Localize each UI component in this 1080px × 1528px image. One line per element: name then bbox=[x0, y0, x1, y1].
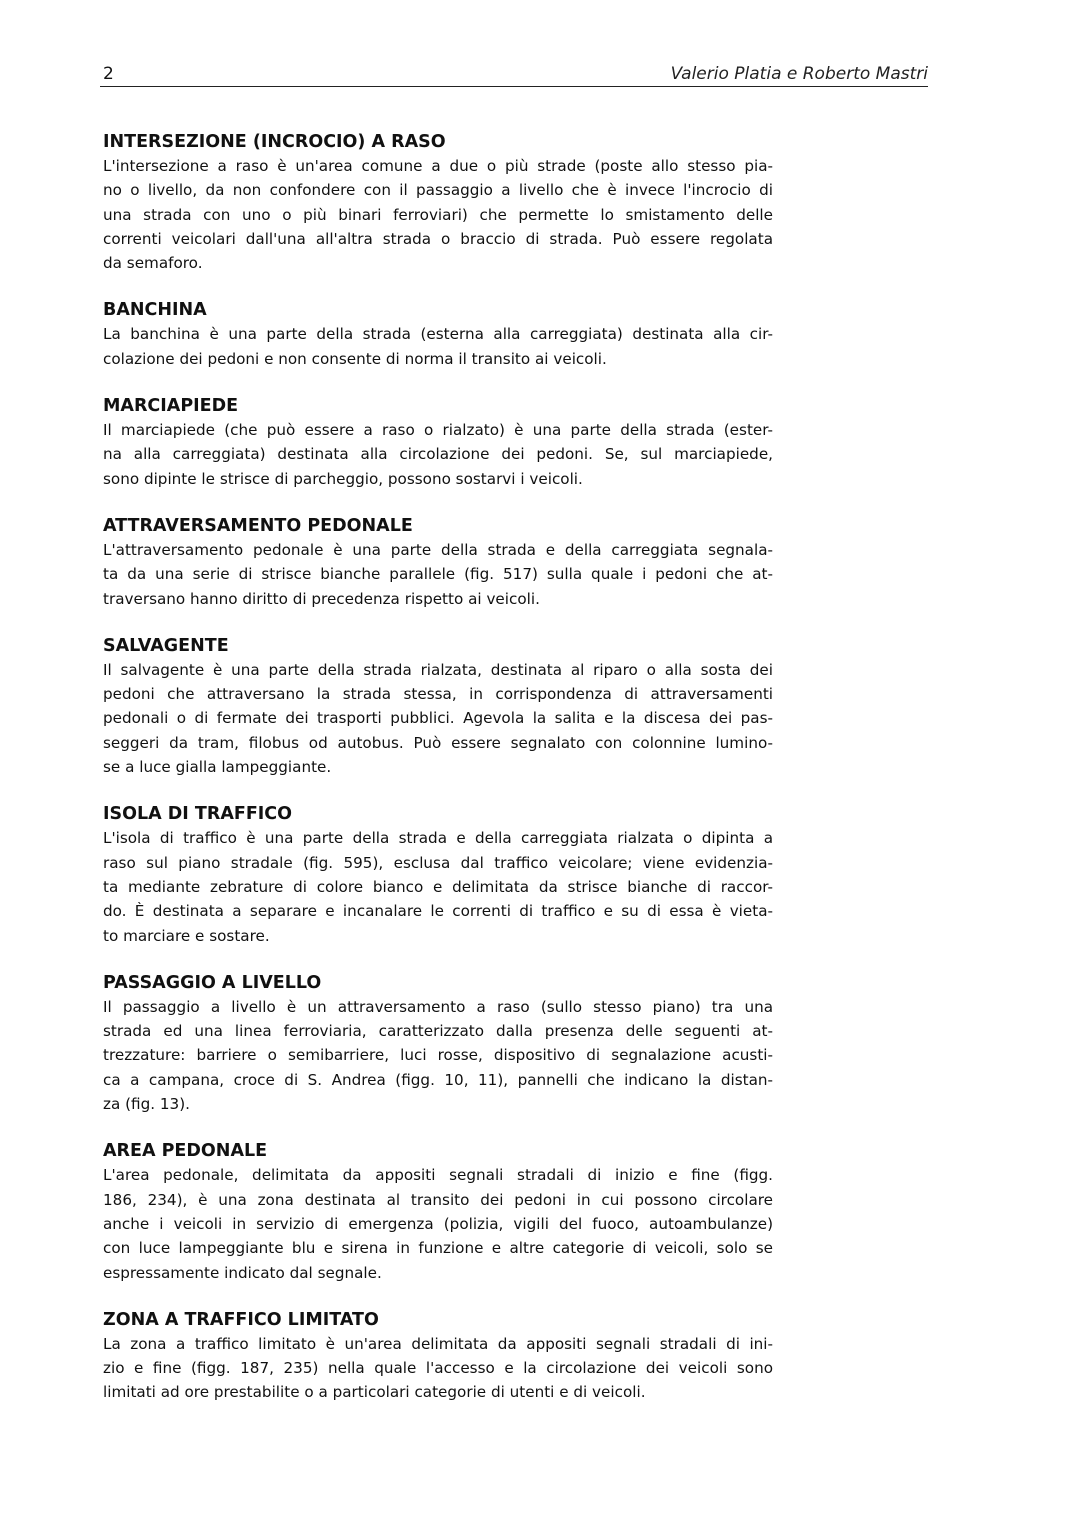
document-body bbox=[103, 130, 773, 1428]
entry-text-line: ta mediante zebrature di colore bianco e delimitata da strisce bianche di raccor- bbox=[103, 877, 773, 896]
glossary-entry bbox=[103, 634, 773, 779]
entry-text-line: L'isola di traffico è una parte della strada e della carreggiata rialzata o dipinta a bbox=[103, 829, 773, 848]
entry-heading: MARCIAPIEDE bbox=[103, 396, 239, 417]
entry-text-line: ta da una serie di strisce bianche parallele (fig. 517) sulla quale i pedoni che at- bbox=[103, 565, 773, 584]
page-header bbox=[100, 62, 928, 87]
entry-text-line: ca a campana, croce di S. Andrea (figg. 10, 11), pannelli che indicano la distan- bbox=[103, 1070, 773, 1089]
entry-text-line: se a luce gialla lampeggiante. bbox=[103, 758, 332, 777]
entry-text-line: anche i veicoli in servizio di emergenza (polizia, vigili del fuoco, autoambulanze) bbox=[103, 1214, 773, 1233]
entry-text-line: con luce lampeggiante blu e sirena in funzione e altre categorie di veicoli, solo se bbox=[103, 1239, 773, 1258]
entry-text-line: L'area pedonale, delimitata da appositi segnali stradali di inizio e fine (figg. bbox=[103, 1166, 773, 1185]
glossary-entry bbox=[103, 298, 773, 371]
glossary-entry bbox=[103, 802, 773, 947]
entry-text-line: trezzature: barriere o semibarriere, luci rosse, dispositivo di segnalazione acusti- bbox=[103, 1046, 773, 1065]
glossary-entry bbox=[103, 394, 773, 491]
entry-text-line: La zona a traffico limitato è un'area delimitata da appositi segnali stradali di ini- bbox=[103, 1334, 773, 1353]
entry-heading: ATTRAVERSAMENTO PEDONALE bbox=[103, 515, 413, 536]
entry-text-line: espressamente indicato dal segnale. bbox=[103, 1263, 382, 1282]
entry-heading: SALVAGENTE bbox=[103, 635, 229, 656]
entry-text-line: seggeri da tram, filobus od autobus. Può essere segnalato con colonnine lumino- bbox=[103, 733, 773, 752]
entry-text-line: strada ed una linea ferroviaria, caratterizzato dalla presenza delle seguenti at- bbox=[103, 1022, 773, 1041]
entry-text-line: Il marciapiede (che può essere a raso o rialzato) è una parte della strada (ester- bbox=[103, 421, 773, 440]
glossary-entry bbox=[103, 1308, 773, 1405]
glossary-entry bbox=[103, 971, 773, 1116]
entry-heading: PASSAGGIO A LIVELLO bbox=[103, 972, 322, 993]
entry-text-line: L'intersezione a raso è un'area comune a due o più strade (poste allo stesso pia- bbox=[103, 157, 773, 175]
entry-heading: AREA PEDONALE bbox=[103, 1141, 268, 1162]
glossary-entry bbox=[103, 130, 773, 275]
entry-text-line: sono dipinte le strisce di parcheggio, possono sostarvi i veicoli. bbox=[103, 469, 583, 488]
entry-text-line: to marciare e sostare. bbox=[103, 926, 270, 945]
entry-text-line: za (fig. 13). bbox=[103, 1095, 190, 1114]
entry-text-line: do. È destinata a separare e incanalare le correnti di traffico e su di essa è vieta- bbox=[103, 902, 773, 921]
entry-heading: ZONA A TRAFFICO LIMITATO bbox=[103, 1309, 379, 1330]
entry-text-line: La banchina è una parte della strada (esterna alla carreggiata) destinata alla cir- bbox=[103, 325, 773, 344]
entry-heading: INTERSEZIONE (INCROCIO) A RASO bbox=[103, 132, 446, 152]
glossary-entry bbox=[103, 514, 773, 611]
entry-text-line: pedoni che attraversano la strada stessa, in corrispondenza di attraversamenti bbox=[103, 685, 773, 704]
page-number: 2 bbox=[103, 64, 114, 84]
entry-text-line: Il salvagente è una parte della strada rialzata, destinata al riparo o alla sosta dei bbox=[103, 660, 773, 679]
entry-text-line: pedonali o di fermate dei trasporti pubblici. Agevola la salita e la discesa dei pas- bbox=[103, 709, 773, 728]
entry-text-line: limitati ad ore prestabilite o a particolari categorie di utenti e di veicoli. bbox=[103, 1383, 646, 1402]
entry-text-line: una strada con uno o più binari ferroviari) che permette lo smistamento delle bbox=[103, 205, 773, 224]
entry-text-line: no o livello, da non confondere con il passaggio a livello che è invece l'incrocio di bbox=[103, 181, 773, 200]
entry-text-line: colazione dei pedoni e non consente di norma il transito ai veicoli. bbox=[103, 349, 607, 368]
entry-text-line: correnti veicolari dall'una all'altra strada o braccio di strada. Può essere regolata bbox=[103, 229, 773, 248]
entry-text-line: L'attraversamento pedonale è una parte della strada e della carreggiata segnala- bbox=[103, 540, 773, 559]
entry-text-line: na alla carreggiata) destinata alla circolazione dei pedoni. Se, sul marciapiede, bbox=[103, 445, 773, 464]
entry-text-line: Il passaggio a livello è un attraversamento a raso (sullo stesso piano) tra una bbox=[103, 997, 773, 1016]
entry-text-line: zio e fine (figg. 187, 235) nella quale l'accesso e la circolazione dei veicoli sono bbox=[103, 1359, 773, 1378]
entry-text-line: traversano hanno diritto di precedenza rispetto ai veicoli. bbox=[103, 589, 540, 608]
glossary-entry bbox=[103, 1139, 773, 1284]
entry-heading: BANCHINA bbox=[103, 300, 207, 321]
entry-text-line: raso sul piano stradale (fig. 595), esclusa dal traffico veicolare; viene evidenzia- bbox=[103, 853, 773, 872]
entry-text-line: da semaforo. bbox=[103, 254, 203, 273]
running-header-authors: Valerio Platia e Roberto Mastri bbox=[670, 64, 928, 84]
entry-text-line: 186, 234), è una zona destinata al transito dei pedoni in cui possono circolare bbox=[103, 1190, 773, 1209]
entry-heading: ISOLA DI TRAFFICO bbox=[103, 804, 293, 825]
